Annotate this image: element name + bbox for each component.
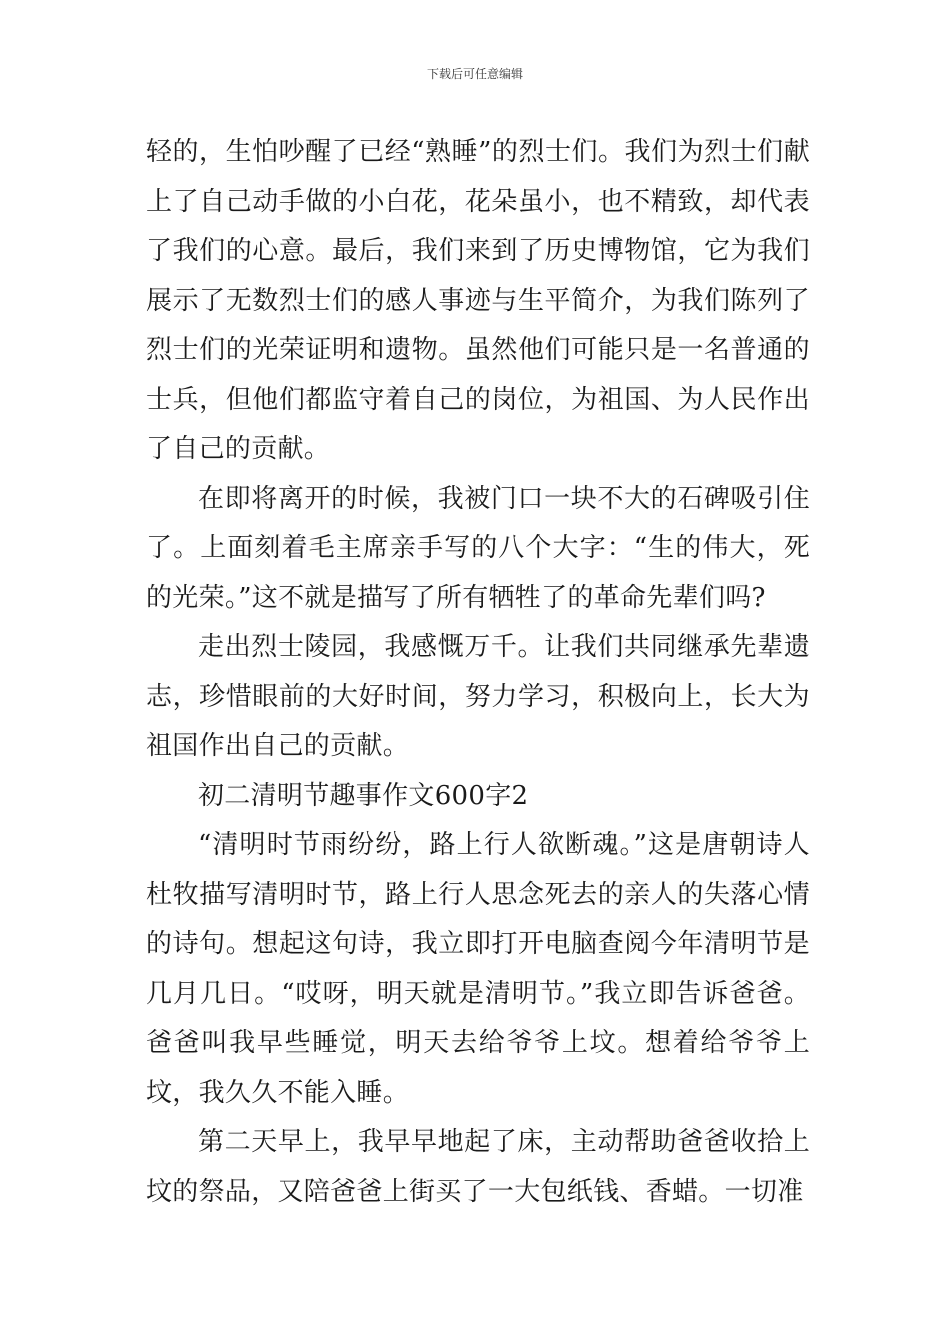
page-header: 下载后可任意编辑: [426, 67, 523, 81]
paragraph-continuation: 轻的，生怕吵醒了已经“熟睡”的烈士们。我们为烈士们献上了自己动手做的小白花，花朵虽小，也不精致，却代表了我们的心意。最后，我们来到了历史博物馆，它为我们展示了无数烈士们的感人事迹与生平简介，为我们陈列了烈士们的光荣证明和遗物。虽然他们可能只是一名普通的士兵，但他们都监守着自己的岗位，为祖国、为人民作出了自己的贡献。: [146, 137, 810, 464]
paragraph-reflection: 走出烈士陵园，我感慨万千。让我们共同继承先辈遗志，珍惜眼前的大好时间，努力学习，积极向上，长大为祖国作出自己的贡献。: [146, 632, 810, 761]
paragraph-poem: “清明时节雨纷纷，路上行人欲断魂。”这是唐朝诗人杜牧描写清明时节，路上行人思念死去的亲人的失落心情的诗句。想起这句诗，我立即打开电脑查阅今年清明节是几月几日。“哎呀，明天就是清明节。”我立即告诉爸爸。爸爸叫我早些睡觉，明天去给爷爷上坟。想着给爷爷上坟，我久久不能入睡。: [146, 830, 810, 1108]
article-body: [146, 128, 810, 1217]
paragraph-next-morning: 第二天早上，我早早地起了床，主动帮助爸爸收拾上坟的祭品，又陪爸爸上街买了一大包纸钱、香蜡。一切准: [146, 1127, 810, 1207]
paragraph-stone-tablet: 在即将离开的时候，我被门口一块不大的石碑吸引住了。上面刻着毛主席亲手写的八个大字：“生的伟大，死的光荣。”这不就是描写了所有牺牲了的革命先辈们吗?: [146, 483, 810, 613]
section-title: 初二清明节趣事作文600字2: [198, 780, 529, 811]
